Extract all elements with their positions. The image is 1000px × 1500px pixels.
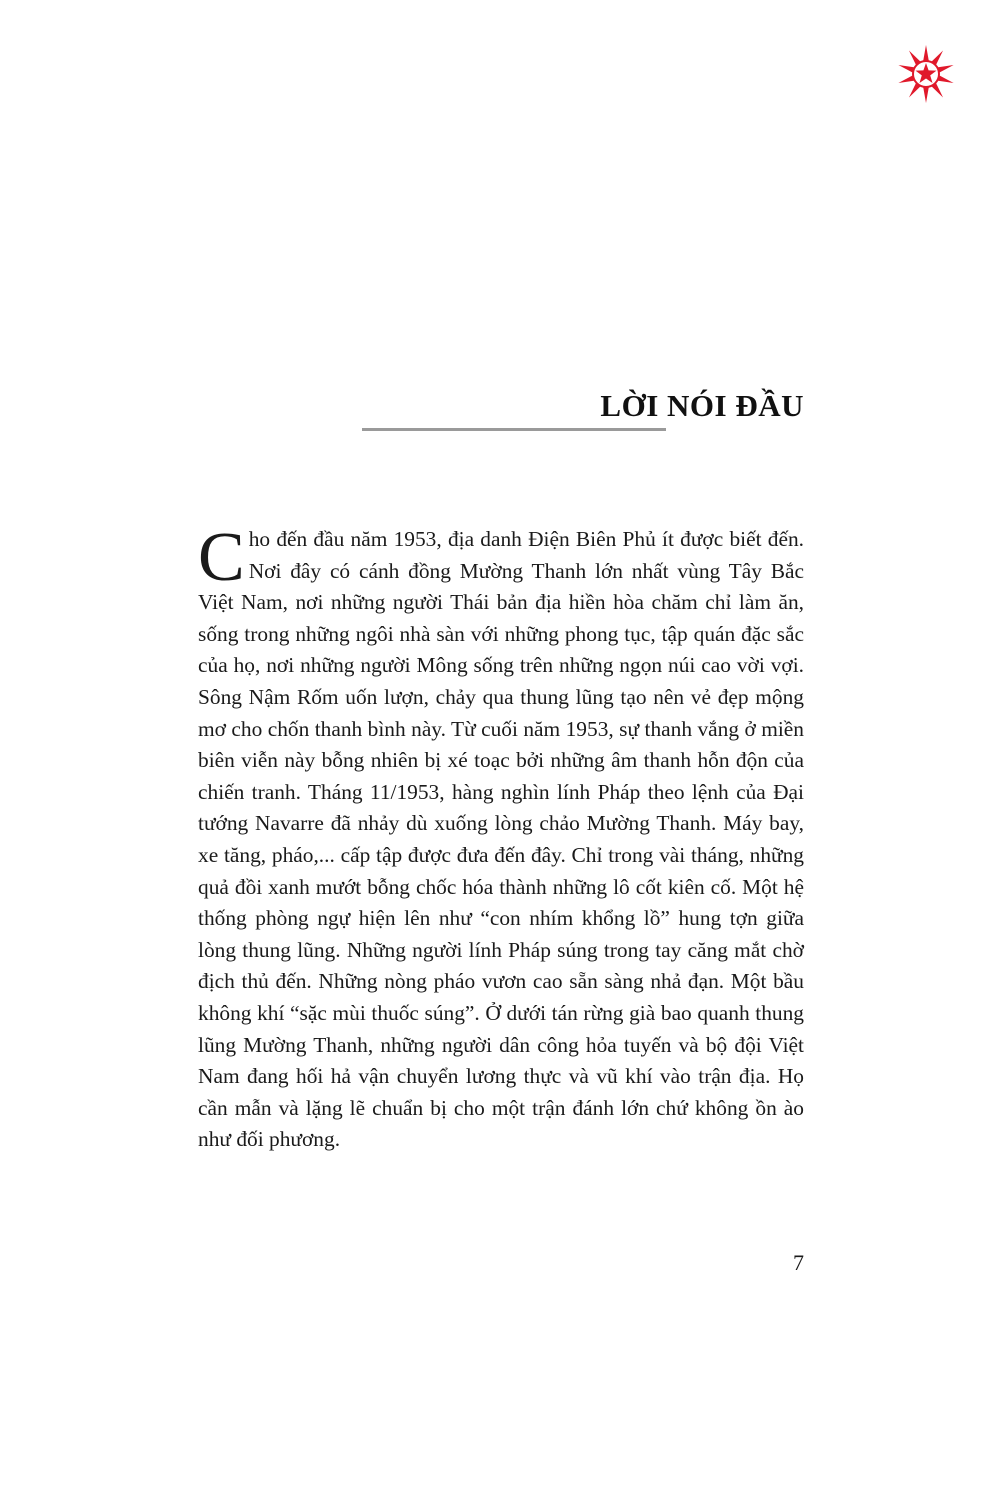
body-paragraph	[198, 519, 804, 1156]
page-title: LỜI NÓI ĐẦU	[600, 388, 804, 423]
title-underline-rule	[362, 428, 666, 431]
publisher-logo-icon	[894, 44, 958, 104]
drop-cap: C	[198, 519, 245, 596]
page-number: 7	[793, 1250, 804, 1275]
paragraph-text: ho đến đầu năm 1953, địa danh Điện Biên Phủ ít được biết đến. Nơi đây có cánh đồng Mường Thanh lớn nhất vùng Tây Bắc Việt Nam, nơi những người Thái bản địa hiền hòa chăm chỉ làm ăn, sống trong những ngôi nhà sàn với những phong tục, tập quán đặc sắc của họ, nơi những người Mông sống trên những ngọn núi cao vời vợi. Sông Nậm Rốm uốn lượn, chảy qua thung lũng tạo nên vẻ đẹp mộng mơ cho chốn thanh bình này. Từ cuối năm 1953, sự thanh vắng ở miền biên viễn này bỗng nhiên bị xé toạc bởi những âm thanh hỗn độn của chiến tranh. Tháng 11/1953, hàng nghìn lính Pháp theo lệnh của Đại tướng Navarre đã nhảy dù xuống lòng chảo Mường Thanh. Máy bay, xe tăng, pháo,... cấp tập được đưa đến đây. Chỉ trong vài tháng, những quả đồi xanh mướt bỗng chốc hóa thành những lô cốt kiên cố. Một hệ thống phòng ngự hiện lên như “con nhím khổng lồ” hung tợn giữa lòng thung lũng. Những người lính Pháp súng trong tay căng mắt chờ địch thủ đến. Những nòng pháo vươn cao sẵn sàng nhả đạn. Một bầu không khí “sặc mùi thuốc súng”. Ở dưới tán rừng già bao quanh thung lũng Mường Thanh, những người dân công hỏa tuyến và bộ đội Việt Nam đang hối hả vận chuyển lương thực và vũ khí vào trận địa. Họ cần mẫn và lặng lẽ chuẩn bị cho một trận đánh lớn chứ không ồn ào như đối phương.	[198, 527, 804, 1152]
red-star-emblem-icon	[894, 44, 958, 104]
